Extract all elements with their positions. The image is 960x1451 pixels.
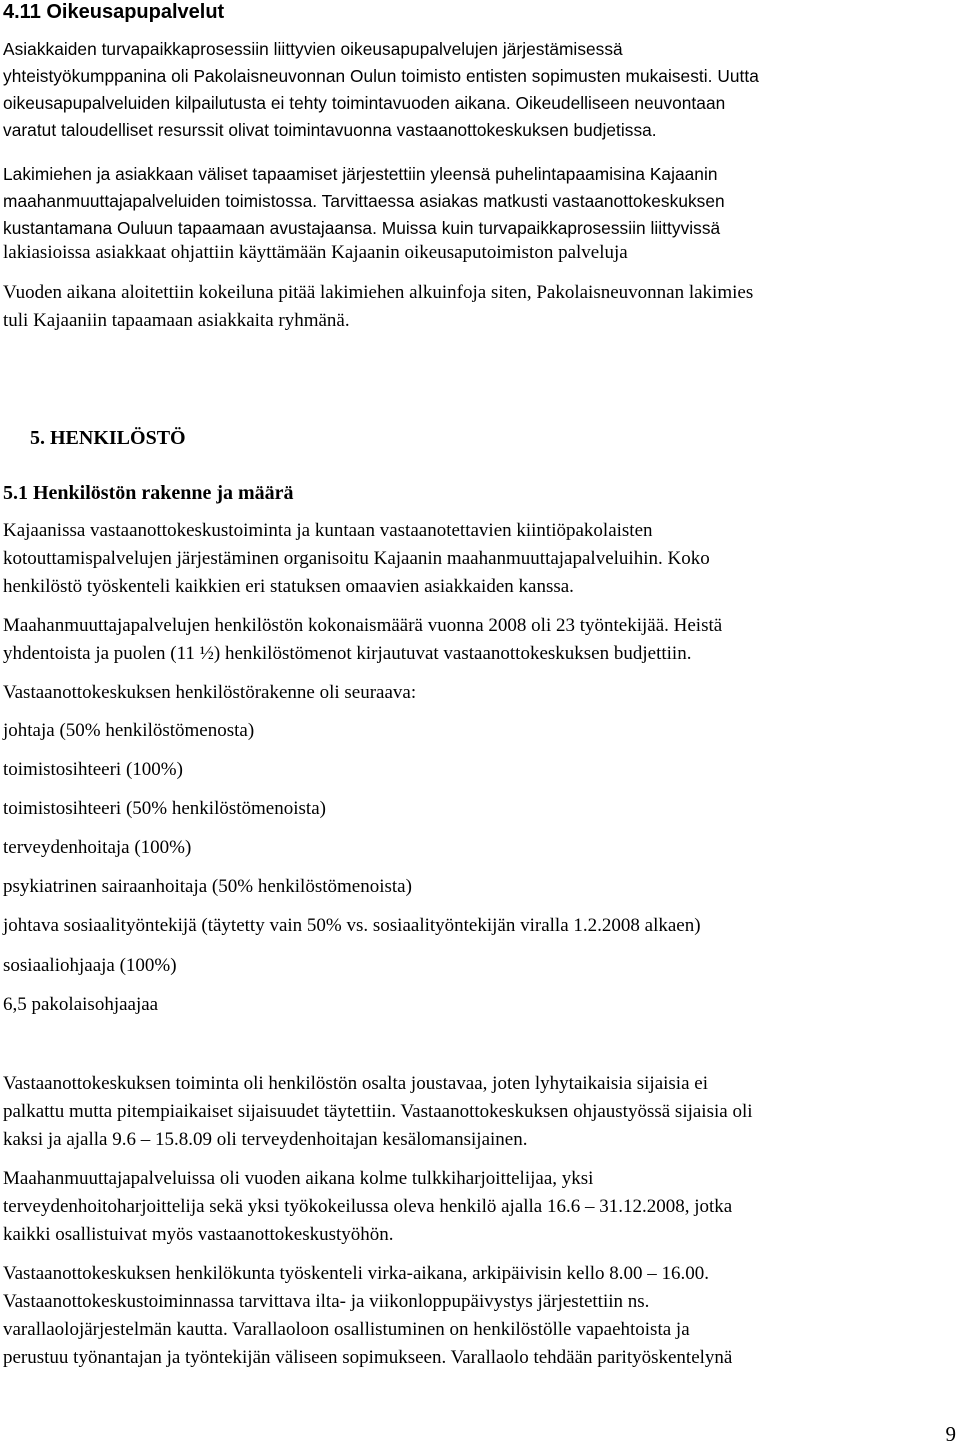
paragraph-line: palkattu mutta pitempiaikaiset sijaisuudet täytettiin. Vastaanottokeskuksen ohjaustyössä sijaisia oli — [3, 1101, 753, 1122]
paragraph-line: varatut taloudelliset resurssit olivat toimintavuonna vastaanottokeskuksen budjetissa. — [3, 120, 657, 140]
paragraph-line: yhteistyökumppanina oli Pakolaisneuvonnan Oulun toimisto entisten sopimusten mukaisesti. Uutta — [3, 66, 759, 86]
paragraph-line: kaksi ja ajalla 9.6 – 15.8.09 oli terveydenhoitajan kesälomansijainen. — [3, 1129, 528, 1150]
paragraph-line: kustantamana Ouluun tapaamaan avustajaansa. Muissa kuin turvapaikkaprosessiin liittyvissä — [3, 218, 721, 238]
paragraph-line: kotouttamispalvelujen järjestäminen organisoitu Kajaanin maahanmuuttajapalveluihin. Koko — [3, 548, 710, 569]
section-heading-4-11: 4.11 Oikeusapupalvelut — [3, 1, 225, 23]
staff-list-item: sosiaaliohjaaja (100%) — [3, 955, 177, 976]
paragraph-line: kaikki osallistuivat myös vastaanottokeskustyöhön. — [3, 1224, 394, 1245]
paragraph-line: oikeusapupalveluiden kilpailutusta ei tehty toimintavuoden aikana. Oikeudelliseen neuvontaan — [3, 93, 726, 113]
chapter-heading-5: 5. HENKILÖSTÖ — [30, 427, 186, 449]
paragraph-line: maahanmuuttajapalveluiden toimistossa. Tarvittaessa asiakas matkusti vastaanottokeskuksen — [3, 191, 725, 211]
paragraph-line: varallaolojärjestelmän kautta. Varallaoloon osallistuminen on henkilöstölle vapaehtoista ja — [3, 1319, 690, 1340]
paragraph-line: perustuu työnantajan ja työntekijän väliseen sopimukseen. Varallaolo tehdään parityöskentelynä — [3, 1347, 733, 1368]
staff-structure-intro: Vastaanottokeskuksen henkilöstörakenne oli seuraava: — [3, 682, 417, 703]
staff-list-item: johtaja (50% henkilöstömenosta) — [3, 720, 255, 741]
staff-list-item: johtava sosiaalityöntekijä (täytetty vain 50% vs. sosiaalityöntekijän viralla 1.2.2008 alkaen) — [3, 915, 701, 936]
page-number: 9 — [945, 1422, 956, 1446]
paragraph-line: Vastaanottokeskustoiminnassa tarvittava ilta- ja viikonloppupäivystys järjestettiin ns. — [3, 1291, 650, 1312]
staff-list-item: toimistosihteeri (50% henkilöstömenoista) — [3, 798, 326, 819]
paragraph-line: lakiasioissa asiakkaat ohjattiin käyttämään Kajaanin oikeusaputoimiston palveluja — [3, 242, 628, 263]
staff-list-item: terveydenhoitaja (100%) — [3, 837, 192, 858]
paragraph-line: Asiakkaiden turvapaikkaprosessiin liittyvien oikeusapupalvelujen järjestämisessä — [3, 39, 623, 59]
staff-list-item: psykiatrinen sairaanhoitaja (50% henkilöstömenoista) — [3, 876, 412, 897]
staff-list-item: 6,5 pakolaisohjaajaa — [3, 994, 159, 1015]
paragraph-line: henkilöstö työskenteli kaikkien eri statuksen omaavien asiakkaiden kanssa. — [3, 576, 574, 597]
paragraph-line: Lakimiehen ja asiakkaan väliset tapaamiset järjestettiin yleensä puhelintapaamisina Kajaanin — [3, 164, 718, 184]
paragraph-line: Vastaanottokeskuksen toiminta oli henkilöstön osalta joustavaa, joten lyhytaikaisia sijaisia ei — [3, 1073, 708, 1094]
staff-list-item: toimistosihteeri (100%) — [3, 759, 183, 780]
paragraph-line: Vastaanottokeskuksen henkilökunta työskenteli virka-aikana, arkipäivisin kello 8.00 – 16.00. — [3, 1263, 710, 1284]
paragraph-line: Maahanmuuttajapalvelujen henkilöstön kokonaismäärä vuonna 2008 oli 23 työntekijää. Heistä — [3, 615, 723, 636]
paragraph-line: tuli Kajaaniin tapaamaan asiakkaita ryhmänä. — [3, 310, 350, 331]
paragraph-line: Vuoden aikana aloitettiin kokeiluna pitää lakimiehen alkuinfoja siten, Pakolaisneuvonnan lakimies — [3, 282, 754, 303]
paragraph-line: terveydenhoitoharjoittelija sekä yksi työkokeilussa oleva henkilö ajalla 16.6 – 31.12.2008, jotka — [3, 1196, 733, 1217]
section-heading-5-1: 5.1 Henkilöstön rakenne ja määrä — [3, 482, 294, 504]
paragraph-line: Kajaanissa vastaanottokeskustoiminta ja kuntaan vastaanotettavien kiintiöpakolaisten — [3, 520, 653, 541]
paragraph-line: Maahanmuuttajapalveluissa oli vuoden aikana kolme tulkkiharjoittelijaa, yksi — [3, 1168, 594, 1189]
paragraph-line: yhdentoista ja puolen (11 ½) henkilöstömenot kirjautuvat vastaanottokeskuksen budjettiin. — [3, 643, 692, 664]
